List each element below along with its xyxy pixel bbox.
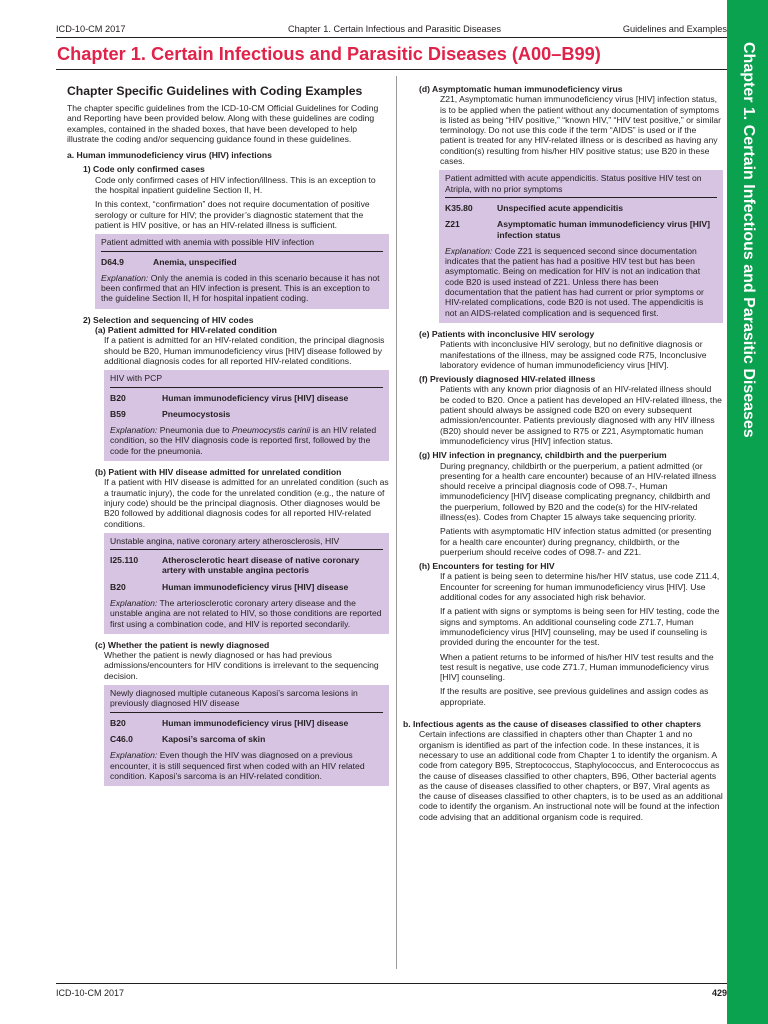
example-title: HIV with PCP [110, 373, 163, 384]
code: B20 [110, 392, 126, 403]
header-rule [56, 37, 727, 38]
page-number: 429 [711, 988, 727, 998]
code-row [110, 555, 383, 576]
explanation-text: is an HIV related condition, so the HIV diagnosis code is reported first, followed by the code for the pneumonia. [110, 425, 377, 456]
subsection-1-title: 1) Code only confirmed cases [83, 164, 205, 175]
subsection-2g-title: (g) HIV infection in pregnancy, childbirth and the puerperium [419, 450, 667, 461]
explanation [110, 425, 383, 456]
explanation-text: Even though the HIV was diagnosed on a previous encounter, it is still sequenced first when coded with an HIV related condition. Kaposi’s sarcoma is an HIV-related condition. [110, 750, 365, 781]
explanation-text: Code Z21 is sequenced second since documentation indicates that the patient has had a positive HIV test but has been asymptomatic. Being on medication for HIV is not an indication that code B20 is used instead of Z21. Unless there has been documentation that the patient has had current or prior symptoms or HIV-related complications, code B20 is not used. The appendicitis is not an AIDS-related complication and is sequenced first. [445, 245, 704, 318]
subsection-1-paragraph: Code only confirmed cases of HIV infection/illness. This is an exception to the hospital inpatient guideline Section II, H. [95, 174, 376, 196]
code-description: Human immunodeficiency virus [HIV] disease [162, 581, 349, 592]
subsection-2b-title: (b) Patient with HIV disease admitted for unrelated condition [95, 467, 342, 478]
code: D64.9 [101, 256, 124, 267]
side-tab-label: Chapter 1. Certain Infectious and Parasitic Diseases [740, 42, 757, 438]
code-description: Kaposi’s sarcoma of skin [162, 733, 266, 744]
code-description: Pneumocystosis [162, 408, 231, 419]
header-left: ICD-10-CM 2017 [56, 24, 126, 34]
explanation-label: Explanation: [445, 245, 493, 256]
explanation-label: Explanation: [110, 750, 158, 761]
example-rule [110, 712, 383, 713]
explanation-text: Pneumonia due to [157, 425, 232, 436]
running-header [56, 22, 727, 36]
code-description: Anemia, unspecified [153, 256, 237, 267]
section-b-paragraph: Certain infections are classified in chapters other than Chapter 1 and no organism is identified as part of the infection code. In these instances, it is necessary to use an additional code from Chapter 1 to identify the organism. A code from category B95, Streptococcus, Staphylococcus, and Enterococcus as the cause of diseases classified to other chapters, B96, Other bacterial agents as the cause of diseases classified to other chapters, or B97, Viral agents as the cause of diseases classified to other chapters, is to be used as an additional code to identify the organism. An instructional note will be found at the infection code advising that an additional organism code is required. [419, 729, 723, 822]
explanation-label: Explanation: [101, 272, 149, 283]
code-row [110, 393, 383, 403]
subsection-2e-title: (e) Patients with inconclusive HIV serology [419, 328, 595, 339]
subsection-2g-paragraph: Patients with asymptomatic HIV infection status admitted (or presenting for a health care encounter) during pregnancy, childbirth, or the puerperium should receive codes of O98.7- and Z21. [440, 526, 712, 557]
code: I25.110 [110, 555, 139, 566]
code-row [110, 718, 383, 728]
section-heading: Chapter Specific Guidelines with Coding Examples [67, 84, 363, 98]
chapter-title: Chapter 1. Certain Infectious and Parasitic Diseases (A00–B99) [57, 44, 601, 64]
code: B59 [110, 408, 126, 419]
explanation-text: The arteriosclerotic coronary artery disease and the unstable angina are not related to HIV, so those conditions are reported first using a combination code, and HIV is reported secondarily. [110, 597, 382, 629]
explanation [110, 750, 383, 781]
section-b-title: b. Infectious agents as the cause of diseases classified to other chapters [403, 719, 702, 730]
code-row [101, 257, 383, 267]
right-column [403, 84, 723, 822]
example-rule [101, 251, 383, 252]
header-right: Guidelines and Examples [622, 24, 727, 34]
example-rule [110, 549, 383, 550]
code-row [110, 734, 383, 744]
code: Z21 [445, 219, 460, 230]
example-title: Patient admitted with anemia with possible HIV infection [101, 237, 315, 248]
left-column [67, 84, 389, 792]
code-row [445, 203, 717, 213]
subsection-2f-paragraph: Patients with any known prior diagnosis of an HIV-related illness should be coded to B20. Once a patient has developed an HIV-related illness, the patient should always be assigned code B20 on every subsequent admission/encounter. Patients previously diagnosed with any HIV illness (B20) should never be assigned to R75 or Z21, Asymptomatic human immunodeficiency virus [HIV] infection status. [440, 384, 722, 446]
code-description: Asymptomatic human immunodeficiency virus [HIV] infection status [497, 219, 710, 240]
subsection-2h-paragraph: If a patient is being seen to determine his/her HIV status, use code Z11.4, Encounter for screening for human immunodeficiency virus [HIV]. Use additional codes for any associated high risk behavior. [440, 571, 720, 603]
code-row [110, 582, 383, 592]
code-row [110, 409, 383, 419]
subsection-2h-paragraph: When a patient returns to be informed of his/her HIV test results and the test result is negative, use code Z71.7, Human immunodeficiency virus [HIV] counseling. [440, 651, 714, 683]
subsection-2b-paragraph: If a patient with HIV disease is admitted for an unrelated condition (such as a traumatic injury), the code for the unrelated condition (e.g., the nature of injury code) should be the principal diagnosis. Other diagnoses would be B20 followed by additional diagnosis codes for all reported HIV-related conditions. [104, 477, 389, 529]
subsection-2h-paragraph: If a patient with signs or symptoms is being seen for HIV testing, code the signs and symptoms. An additional counseling code Z71.7, Human immunodeficiency virus [HIV] counseling, may be used if counseling is provided during the encounter for the test. [440, 606, 720, 648]
example-box [439, 170, 723, 323]
code-description: Unspecified acute appendicitis [497, 202, 624, 213]
example-box [104, 685, 389, 786]
footer-left: ICD-10-CM 2017 [56, 988, 125, 998]
subsection-2h-paragraph: If the results are positive, see previous guidelines and assign codes as appropriate. [440, 686, 709, 707]
header-center: Chapter 1. Certain Infectious and Parasitic Diseases [288, 24, 501, 34]
section-a-title: a. Human immunodeficiency virus (HIV) infections [67, 150, 272, 161]
subsection-2d-paragraph: Z21, Asymptomatic human immunodeficiency virus [HIV] infection status, is to be applied when the patient without any documentation of symptoms is listed as being “HIV positive,” “known HIV,” “HIV test positive,” or similar terminology. Do not use this code if the term “AIDS” is used or if the patient is treated for any HIV-related illness or is described as having any condition(s) resulting from his/her HIV positive status; use B20 in these cases. [440, 94, 721, 167]
subsection-1-paragraph: In this context, “confirmation” does not require documentation of positive serology or culture for HIV; the provider’s diagnostic statement that the patient is HIV positive, or has an HIV-related illness is sufficient. [95, 199, 370, 230]
subsection-2e-paragraph: Patients with inconclusive HIV serology, but no definitive diagnosis or manifestations of the illness, may be assigned code R75, Inconclusive laboratory evidence of human immunodeficiency virus [HIV]. [440, 339, 707, 370]
example-rule [445, 197, 717, 198]
example-rule [110, 387, 383, 388]
code-row [445, 219, 717, 240]
code-description: Human immunodeficiency virus [HIV] disease [162, 717, 349, 728]
subsection-2g-paragraph: During pregnancy, childbirth or the puerperium, a patient admitted (or presenting for a health care encounter) because of an HIV-related illness should receive a principal diagnosis code of O98.7-, Human immunodeficiency [HIV] disease complicating pregnancy, childbirth and the puerperium, followed by B20 and the code(s) for the HIV-related illness(es). Codes from Chapter 15 always take sequencing priority. [440, 460, 717, 522]
explanation-label: Explanation: [110, 425, 158, 436]
example-box [95, 234, 389, 308]
footer-rule [56, 983, 727, 984]
title-rule [56, 69, 727, 70]
example-title: Unstable angina, native coronary artery atherosclerosis, HIV [110, 535, 340, 546]
explanation-label: Explanation: [110, 597, 158, 608]
column-divider [396, 76, 397, 969]
subsection-2a-paragraph: If a patient is admitted for an HIV-related condition, the principal diagnosis should be B20, Human immunodeficiency virus [HIV] disease followed by additional diagnosis codes for all reported HIV-related conditions. [104, 335, 385, 366]
example-box [104, 370, 389, 461]
example-title: Patient admitted with acute appendicitis. Status positive HIV test on Atripla, with no prior symptoms [445, 173, 702, 194]
example-title: Newly diagnosed multiple cutaneous Kaposi’s sarcoma lesions in previously diagnosed HIV disease [110, 688, 358, 709]
subsection-2a-title: (a) Patient admitted for HIV-related condition [95, 325, 277, 336]
explanation [445, 246, 717, 318]
code-description: Human immunodeficiency virus [HIV] disease [162, 392, 349, 403]
subsection-2h-title: (h) Encounters for testing for HIV [419, 561, 555, 572]
intro-paragraph: The chapter specific guidelines from the ICD-10-CM Official Guidelines for Coding and Reporting have been provided below. Along with these guidelines are coding examples, contained in the shaded boxes, that have been developed to help illustrate the coding and/or sequencing guidance found in these guidelines. [67, 103, 379, 144]
explanation-text: Only the anemia is coded in this scenario because it has not been confirmed that an HIV infection is present. This is an exception to the guideline Section II, H for hospital inpatient coding. [101, 272, 380, 304]
example-box [104, 533, 389, 634]
code-description: Atherosclerotic heart disease of native coronary artery with unstable angina pectoris [162, 555, 360, 576]
code: B20 [110, 717, 126, 728]
explanation [101, 273, 383, 304]
explanation [110, 598, 383, 629]
explanation-organism: Pneumocystis carinii [231, 425, 311, 436]
subsection-2-title: 2) Selection and sequencing of HIV codes [83, 314, 254, 325]
subsection-2c-title: (c) Whether the patient is newly diagnosed [95, 639, 270, 650]
code: K35.80 [445, 202, 473, 213]
chapter-side-tab [727, 0, 768, 1024]
subsection-2d-title: (d) Asymptomatic human immunodeficiency virus [419, 84, 623, 94]
code: B20 [110, 581, 126, 592]
code: C46.0 [110, 733, 133, 744]
subsection-2f-title: (f) Previously diagnosed HIV-related illness [419, 374, 596, 385]
subsection-2c-paragraph: Whether the patient is newly diagnosed or has had previous admissions/encounters for HIV conditions is irrelevant to the sequencing decision. [104, 650, 379, 681]
